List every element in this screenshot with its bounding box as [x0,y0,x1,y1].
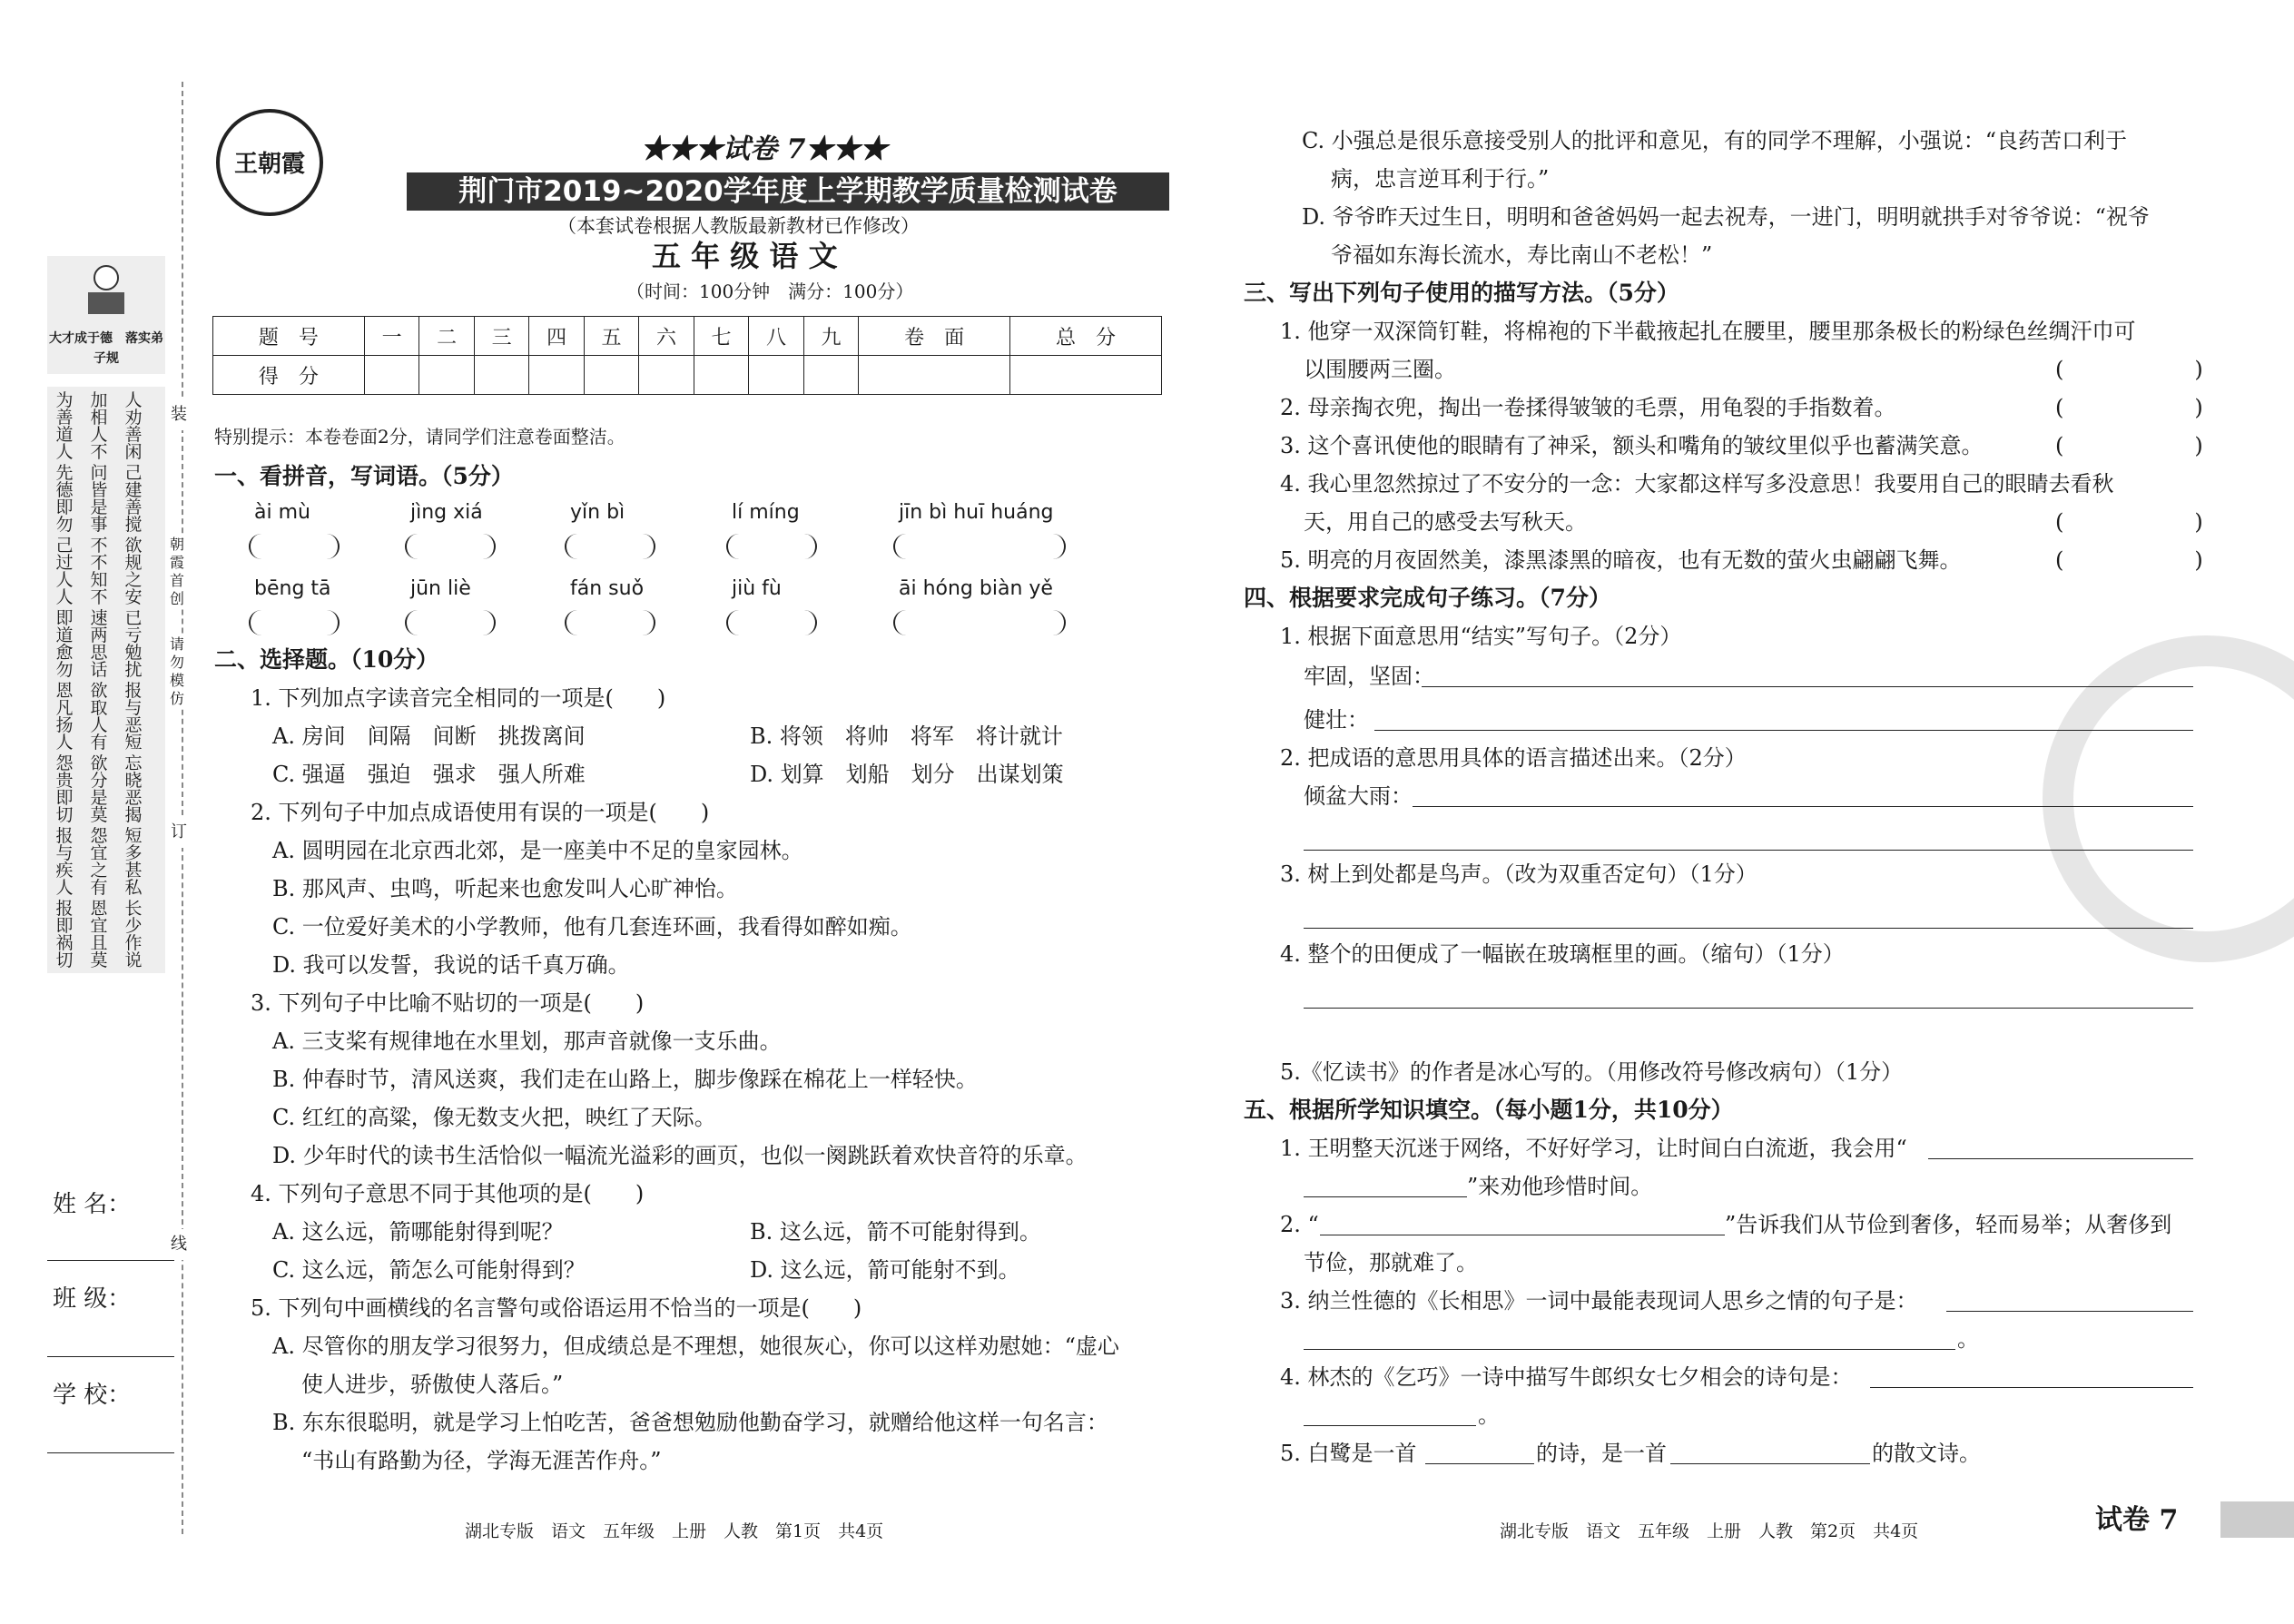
subject-title: 五 年 级 语 文 [652,239,838,273]
verse-column: 加相人不 [90,390,108,462]
section-1-title: 一、看拼音，写词语。（5分） [214,463,514,489]
q2-1: 1. 下列加点字读音完全相同的一项是( ) [251,685,666,711]
fold-word-3: 请勿模仿 [169,635,184,707]
verse-column: 报与恶短 [124,681,143,753]
class-label: 班 级： [53,1285,132,1313]
q2-4-b: B. 这么远，箭不可能射得到。 [750,1219,1041,1245]
verse-column: 速两思话 [90,608,108,680]
s5-q3b: 。 [1957,1326,1979,1352]
s5-q1-line-a[interactable] [1928,1158,2193,1159]
q2-2: 2. 下列句子中加点成语使用有误的一项是( ) [251,800,710,825]
s4-q4-line[interactable] [1304,1008,2193,1009]
motto-text: 大才成于德 落实弟子规 [49,331,163,366]
s5-q1-line-b[interactable] [1304,1196,1467,1197]
verse-column: 怨宜之有 [90,826,108,898]
q2-3: 3. 下列句子中比喻不贴切的一项是( ) [251,990,645,1016]
class-field[interactable] [47,1356,174,1357]
q2-3-a: A. 三支桨有规律地在水里划，那声音就像一支乐曲。 [272,1029,782,1054]
pinyin-answer-box[interactable] [726,534,817,559]
q2-5-a1: A. 尽管你的朋友学习很努力，但成绩总是不理想，她很灰心，你可以这样劝慰她：“虚心 [272,1334,1119,1359]
pinyin-label: āi hóng biàn yě [899,577,1053,600]
q2-2-c: C. 一位爱好美术的小学教师，他有几套连环画，我看得如醉如痴。 [272,914,912,940]
score-row-label: 得 分 [213,356,365,395]
s5-q4-line-b[interactable] [1304,1425,1476,1426]
s5-q3-line-a[interactable] [1946,1311,2193,1312]
verse-column: 己建善搅 [124,463,143,535]
score-header-cell: 七 [694,317,748,356]
score-header-cell: 九 [803,317,858,356]
verse-column: 怨贵即切 [55,753,74,825]
q2-4-a: A. 这么远，箭哪能射得到呢？ [272,1219,564,1245]
s4-q1a-label: 牢固，坚固： [1304,664,1434,689]
score-cell[interactable] [364,356,418,395]
school-field[interactable] [47,1452,174,1453]
footer-tag: 试卷 7 [2095,1504,2179,1536]
verse-column: 先德即勿 [55,463,74,535]
verse-column: 为善道人 [55,390,74,462]
s5-q5b: 的诗，是一首 [1536,1441,1667,1466]
s3-answer-4[interactable]: ( ) [2055,509,2203,535]
verse-column: 即道愈勿 [55,608,74,680]
fold-word-2: 朝霞首创 [169,536,184,607]
q2-5-c2: 病，忠言逆耳利于行。” [1331,166,1550,192]
q2-5: 5. 下列句中画横线的名言警句或俗语运用不恰当的一项是( ) [251,1295,862,1321]
score-value-row [213,356,1162,395]
pinyin-answer-box[interactable] [893,610,1066,635]
score-cell[interactable] [749,356,803,395]
q2-3-c: C. 红红的高粱，像无数支火把，映红了天际。 [272,1105,716,1130]
verse-column: 已亏勉扰 [124,608,143,680]
s3-item-2: 2. 母亲掏衣兜，掏出一卷揉得皱皱的毛票，用龟裂的手指数着。 [1280,395,1896,420]
q2-1-d: D. 划算 划船 划分 出谋划策 [750,762,1064,787]
pinyin-label: lí míng [732,501,800,524]
name-field[interactable] [47,1260,174,1261]
score-cell[interactable] [859,356,1010,395]
section-4-title: 四、根据要求完成句子练习。（7分） [1244,585,1611,611]
q2-5-d2: 爷福如东海长流水，寿比南山不老松！” [1331,242,1713,268]
score-header-cell: 卷 面 [859,317,1010,356]
footer-right: 湖北专版 语文 五年级 上册 人教 第2页 共4页 [1500,1521,1919,1541]
verse-column: 人劝善闲 [124,390,143,462]
fold-word-1: 装 [171,399,187,430]
verse-column: 长少作说 [124,899,143,970]
pinyin-label: jūn liè [410,577,471,600]
score-cell[interactable] [419,356,474,395]
pinyin-answer-box[interactable] [405,534,496,559]
pinyin-label: jiù fù [732,577,782,600]
s4-q1b-line[interactable] [1374,730,2193,731]
score-cell[interactable] [694,356,748,395]
score-cell[interactable] [474,356,528,395]
q2-2-b: B. 那风声、虫鸣，听起来也愈发叫人心旷神怡。 [272,876,738,901]
logo-seal [216,109,323,216]
section-3-title: 三、写出下列句子使用的描写方法。（5分） [1244,280,1679,306]
score-header-cell: 五 [584,317,638,356]
verse-column: 欲分是莫 [90,753,108,825]
s3-item-5: 5. 明亮的月夜固然美，漆黑漆黑的暗夜，也有无数的萤火虫翩翩飞舞。 [1280,547,1962,573]
s5-q3a: 3. 纳兰性德的《长相思》一词中最能表现词人思乡之情的句子是： [1280,1288,1918,1314]
score-header-cell: 六 [639,317,694,356]
s4-q5: 5.《忆读书》的作者是冰心写的。（用修改符号修改病句）（1分） [1280,1059,1904,1085]
s5-q1b: ”来劝他珍惜时间。 [1467,1174,1653,1199]
s4-q2b-line[interactable] [1304,850,2193,851]
score-header-cell: 四 [529,317,584,356]
verse-column: 不不知不 [90,536,108,607]
pinyin-label: fán suǒ [570,577,645,600]
exam-title: 荆门市2019~2020学年度上学期教学质量检测试卷 [407,172,1169,211]
score-header-cell: 一 [364,317,418,356]
s4-q1: 1. 根据下面意思用“结实”写句子。（2分） [1280,624,1682,649]
verse-column: 报与疾人 [55,826,74,898]
s4-q3-line[interactable] [1304,928,2193,929]
score-cell[interactable] [529,356,584,395]
q2-1-a: A. 房间 间隔 间断 挑拨离间 [272,723,586,749]
s4-q2a-line[interactable] [1413,806,2193,807]
verse-column: 欲规之安 [124,536,143,607]
verse-column: 忘晓恶揭 [124,753,143,825]
pinyin-label: ài mù [254,501,310,524]
q2-4-c: C. 这么远，箭怎么可能射得到？ [272,1257,586,1283]
footer-tag-bar [2220,1501,2294,1538]
score-header-cell: 总 分 [1010,317,1162,356]
fold-word-4: 订 [171,817,187,848]
s4-q4: 4. 整个的田便成了一幅嵌在玻璃框里的画。（缩句）（1分） [1280,941,1845,967]
q2-3-d: D. 少年时代的读书生活恰似一幅流光溢彩的画页，也似一阕跳跃着欢快音符的乐章。 [272,1143,1088,1168]
special-tip: 特别提示：本卷卷面2分，请同学们注意卷面整洁。 [214,426,625,448]
s4-q2: 2. 把成语的意思用具体的语言描述出来。（2分） [1280,745,1747,771]
pinyin-answer-box[interactable] [565,534,655,559]
q2-3-b: B. 仲春时节，清风送爽，我们走在山路上，脚步像踩在棉花上一样轻快。 [272,1067,978,1092]
q2-5-a2: 使人进步，骄傲使人落后。” [301,1372,564,1397]
pinyin-answer-box[interactable] [565,610,655,635]
pinyin-answer-box[interactable] [249,610,340,635]
score-cell[interactable] [803,356,858,395]
pinyin-answer-box[interactable] [405,610,496,635]
verse-column: 恩宜且莫 [90,899,108,970]
score-header-row [213,317,1162,356]
q2-5-d1: D. 爷爷昨天过生日，明明和爸爸妈妈一起去祝寿，一进门，明明就拱手对爷爷说：“祝爷 [1302,204,2150,230]
s4-q1a-line[interactable] [1422,686,2193,687]
verse-column: 己过人人 [55,536,74,607]
s3-item-4b: 天，用自己的感受去写秋天。 [1304,509,1587,535]
watermark-seal [2043,635,2294,962]
q2-1-c: C. 强逼 强迫 强求 强人所难 [272,762,586,787]
edition-note: （本套试卷根据人教版最新教材已作修改） [557,215,920,237]
s3-answer-1[interactable]: ( ) [2055,357,2203,382]
score-cell[interactable] [639,356,694,395]
s5-q5a: 5. 白鹭是一首 [1280,1441,1417,1466]
q2-5-b1: B. 东东很聪明，就是学习上怕吃苦，爸爸想勉励他勤奋学习，就赠给他这样一句名言： [272,1410,1108,1435]
verse-column: 恩凡扬人 [55,681,74,753]
score-header-cell: 三 [474,317,528,356]
s3-answer-5[interactable]: ( ) [2055,547,2203,573]
score-header-cell: 二 [419,317,474,356]
verse-column: 报即祸切 [55,899,74,970]
paper-label: ★★★试卷 7★★★ [641,133,888,165]
pinyin-label: jìng xiá [410,501,483,524]
q2-1-b: B. 将领 将帅 将军 将计就计 [750,723,1063,749]
fold-word-5: 线 [171,1229,187,1260]
footer-left: 湖北专版 语文 五年级 上册 人教 第1页 共4页 [465,1521,884,1541]
s3-item-3: 3. 这个喜讯使他的眼睛有了神采，额头和嘴角的皱纹里似乎也蓄满笑意。 [1280,433,1984,458]
q2-2-d: D. 我可以发誓，我说的话千真万确。 [272,952,630,978]
section-2-title: 二、选择题。（10分） [214,646,439,673]
pinyin-label: jīn bì huī huáng [899,501,1054,524]
s5-q1a: 1. 王明整天沉迷于网络，不好好学习，让时间白白流逝，我会用“ [1280,1136,1907,1161]
s3-item-4a: 4. 我心里忽然掠过了不安分的一念：大家都这样写多没意思！我要用自己的眼睛去看秋 [1280,471,2114,497]
q2-4: 4. 下列句子意思不同于其他项的是( ) [251,1181,645,1206]
q2-2-a: A. 圆明园在北京西北郊，是一座美中不足的皇家园林。 [272,838,803,863]
score-cell[interactable] [1010,356,1162,395]
score-header-cell: 题 号 [213,317,365,356]
name-label: 姓 名： [53,1191,132,1218]
s5-q2a: 2. “ [1280,1212,1319,1237]
motto-box [47,256,165,374]
s5-q3-line-b[interactable] [1304,1349,1955,1350]
fold-line [182,82,183,1534]
pinyin-answer-box[interactable] [893,534,1066,559]
pinyin-label: yǐn bì [570,501,625,524]
s3-answer-2[interactable]: ( ) [2055,395,2203,420]
pinyin-answer-box[interactable] [249,534,340,559]
q2-5-b2: “书山有路勤为径，学海无涯苦作舟。” [301,1448,662,1473]
boy-icon [84,261,129,316]
pinyin-label: bēng tā [254,577,331,600]
s4-q1b-label: 健壮： [1304,707,1369,733]
s5-q5c: 的散文诗。 [1872,1441,1981,1466]
q2-5-c1: C. 小强总是很乐意接受别人的批评和意见，有的同学不理解，小强说：“良药苦口利于 [1302,128,2128,153]
s5-q5-line-b[interactable] [1670,1463,1870,1464]
s5-q4b: 。 [1478,1403,1500,1428]
s5-q4-line-a[interactable] [1870,1387,2193,1388]
verse-column: 短多甚私 [124,826,143,898]
s5-q4a: 4. 林杰的《乞巧》一诗中描写牛郎织女七夕相会的诗句是： [1280,1364,1853,1390]
score-cell[interactable] [584,356,638,395]
s5-q2b: ”告诉我们从节俭到奢侈，轻而易举；从奢侈到 [1725,1212,2172,1237]
s3-answer-3[interactable]: ( ) [2055,433,2203,458]
s4-q2a-label: 倾盆大雨： [1304,783,1413,809]
pinyin-answer-box[interactable] [726,610,817,635]
q2-4-d: D. 这么远，箭可能射不到。 [750,1257,1020,1283]
s3-item-1a: 1. 他穿一双深筒钉鞋，将棉袍的下半截掖起扎在腰里，腰里那条极长的粉绿色丝绸汗巾可 [1280,319,2136,344]
s3-item-1b: 以围腰两三圈。 [1304,357,1456,382]
s4-q3: 3. 树上到处都是鸟声。（改为双重否定句）（1分） [1280,861,1757,887]
verse-column: 问皆是事 [90,463,108,535]
s5-q2c: 节俭，那就难了。 [1304,1250,1478,1275]
verse-column: 欲取人有 [90,681,108,753]
time-score: （时间：100分钟 满分：100分） [626,281,914,302]
logo-text: 王朝霞 [233,151,305,178]
score-table [212,316,1162,395]
score-header-cell: 八 [749,317,803,356]
school-label: 学 校： [53,1382,132,1409]
s5-q5-line-a[interactable] [1425,1463,1534,1464]
section-5-title: 五、根据所学知识填空。（每小题1分，共10分） [1244,1097,1734,1123]
